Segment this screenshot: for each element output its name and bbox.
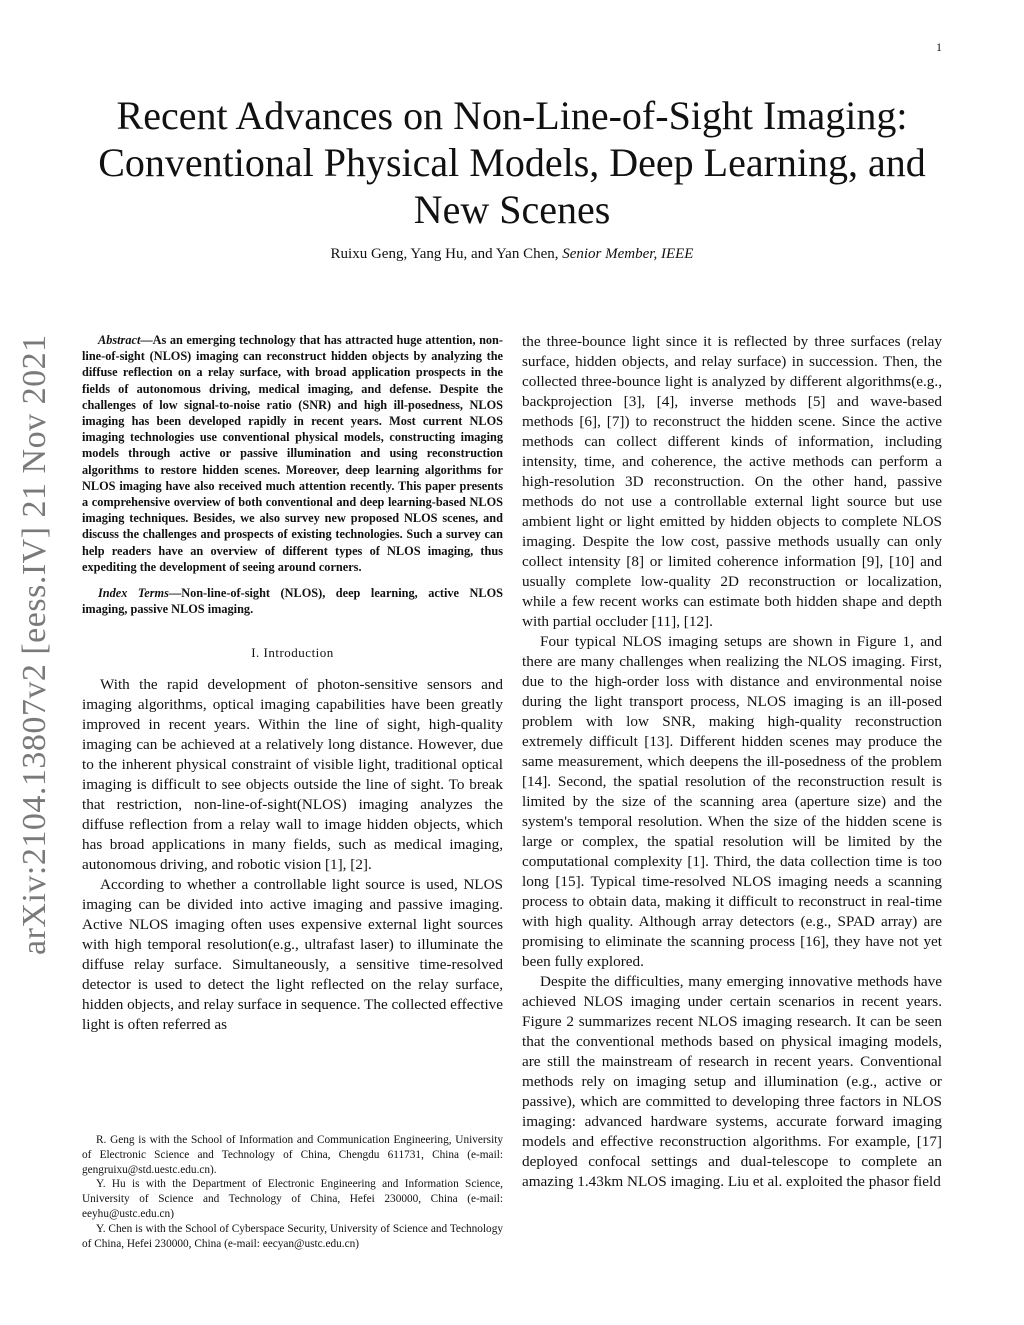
author-role: Senior Member, IEEE [562, 246, 694, 262]
author-line [80, 246, 944, 263]
section-heading-introduction: I. Introduction [251, 645, 334, 661]
footnotes [82, 1133, 503, 1251]
right-column [522, 332, 942, 1192]
index-terms-label: Index Terms [98, 586, 169, 601]
body-paragraph: Four typical NLOS imaging setups are shown in Figure 1, and there are many challenges when realizing the NLOS imaging. First, due to the high-order loss with distance and environmental noise during the light transport process, NLOS imaging is an ill-posed problem with low SNR, making high-quality reconstruction extremely difficult [13]. Different hidden scenes may produce the same measurement, which deepens the ill-posedness of the problem [14]. Second, the spatial resolution of the reconstruction result is limited by the size of the scanning area (aperture size) and the system's temporal resolution. When the size of the hidden scene is large or complex, the spatial resolution will be limited by the computational complexity [1]. Third, the data collection time is too long [15]. Typical time-resolved NLOS imaging needs a scanning process to obtain data, making it difficult to reconstruct in real-time with high quality. Although array detectors (e.g., SPAD array) are promising to eliminate the scanning process [16], they have not yet been fully explored. [522, 633, 942, 970]
body-paragraph: the three-bounce light since it is reflected by three surfaces (relay surface, hidden objects, and relay surface) in succession. Then, the collected three-bounce light is analyzed by different algorithms(e.g., backprojection [3], [4], inverse methods [5] and wave-based methods [6], [7]) to reconstruct the hidden scene. Since the active methods can collect different kinds of information, including intensity, time, and coherence, the active methods can perform a high-resolution 3D reconstruction. On the other hand, passive methods do not use a controllable external light source but use ambient light or light emitted by hidden objects to complete NLOS imaging. Despite the low cost, passive methods usually can only collect intensity [8] or limited coherence information [9], [10] and usually complete low-quality 2D reconstruction or localization, while a few recent works can estimate both hidden shape and depth with partial occluder [11], [12]. [522, 333, 942, 630]
paper-title: Recent Advances on Non-Line-of-Sight Imaging: Conventional Physical Models, Deep Learning, and New Scenes [98, 93, 926, 232]
left-column [82, 332, 503, 1035]
footnote: Y. Hu is with the Department of Electronic Engineering and Information Science, University of Science and Technology of China, Hefei 230000, China (e-mail: eeyhu@ustc.edu.cn) [82, 1178, 503, 1220]
page-number: 1 [936, 40, 942, 54]
abstract-label: Abstract [98, 333, 141, 347]
index-terms [82, 585, 503, 617]
arxiv-identifier: arXiv:2104.13807v2 [eess.IV] 21 Nov 2021 [16, 334, 53, 955]
body-paragraph: Despite the difficulties, many emerging innovative methods have achieved NLOS imaging under certain scenarios in recent years. Figure 2 summarizes recent NLOS imaging research. It can be seen that the conventional methods based on physical imaging models, are still the mainstream of research in recent years. Conventional methods rely on imaging setup and illumination (e.g., active or passive), which are committed to developing three factors in NLOS imaging: advanced hardware systems, accurate forward imaging models and effective reconstruction algorithms. For example, [17] deployed confocal settings and dual-telescope to complete an amazing 1.43km NLOS imaging. Liu et al. exploited the phasor field [522, 973, 942, 1190]
body-paragraph: According to whether a controllable light source is used, NLOS imaging can be divided into active imaging and passive imaging. Active NLOS imaging often uses expensive external light sources with high temporal resolution(e.g., ultrafast laser) to illuminate the diffuse relay surface. Simultaneously, a sensitive time-resolved detector is used to detect the light reflected on the relay surface, hidden objects, and relay surface in sequence. The collected effective light is often referred as [82, 876, 503, 1034]
footnote: Y. Chen is with the School of Cyberspace Security, University of Science and Technology of China, Hefei 230000, China (e-mail: eecyan@ustc.edu.cn) [82, 1222, 503, 1250]
abstract-text: —As an emerging technology that has attracted huge attention, non-line-of-sight (NLOS) imaging can reconstruct hidden objects by analyzing the diffuse reflection on a relay surface, with broad application prospects in the fields of autonomous driving, medical imaging, and defense. Despite the challenges of low signal-to-noise ratio (SNR) and high ill-posedness, NLOS imaging has been developed rapidly in recent years. Most current NLOS imaging technologies use conventional physical models, constructing imaging models through active or passive illumination and using reconstruction algorithms to restore hidden scenes. Moreover, deep learning algorithms for NLOS imaging have also received much attention recently. This paper presents a comprehensive overview of both conventional and deep learning-based NLOS imaging techniques. Besides, we also survey new proposed NLOS scenes, and discuss the challenges and prospects of existing technologies. Such a survey can help readers have an overview of different types of NLOS imaging, thus expediting the development of seeing around corners. [82, 333, 503, 574]
footnote: R. Geng is with the School of Information and Communication Engineering, University of Electronic Science and Technology of China, Chengdu 611731, China (e-mail: gengruixu@std.uestc.edu.cn). [82, 1134, 503, 1176]
index-terms-text: —Non-line-of-sight (NLOS), deep learning, active NLOS imaging, passive NLOS imaging. [82, 586, 503, 617]
body-paragraph: With the rapid development of photon-sensitive sensors and imaging algorithms, optical imaging capabilities have been greatly improved in recent years. Within the line of sight, high-quality imaging can be achieved at a relatively long distance. However, due to the inherent physical constraint of visible light, traditional optical imaging is difficult to see objects outside the line of sight. To break that restriction, non-line-of-sight(NLOS) imaging analyzes the diffuse reflection from a relay wall to image hidden objects, which has broad applications in many fields, such as medical imaging, autonomous driving, and robotic vision [1], [2]. [82, 676, 503, 874]
abstract [82, 332, 503, 575]
author-names: Ruixu Geng, Yang Hu, and Yan Chen, [330, 246, 559, 262]
